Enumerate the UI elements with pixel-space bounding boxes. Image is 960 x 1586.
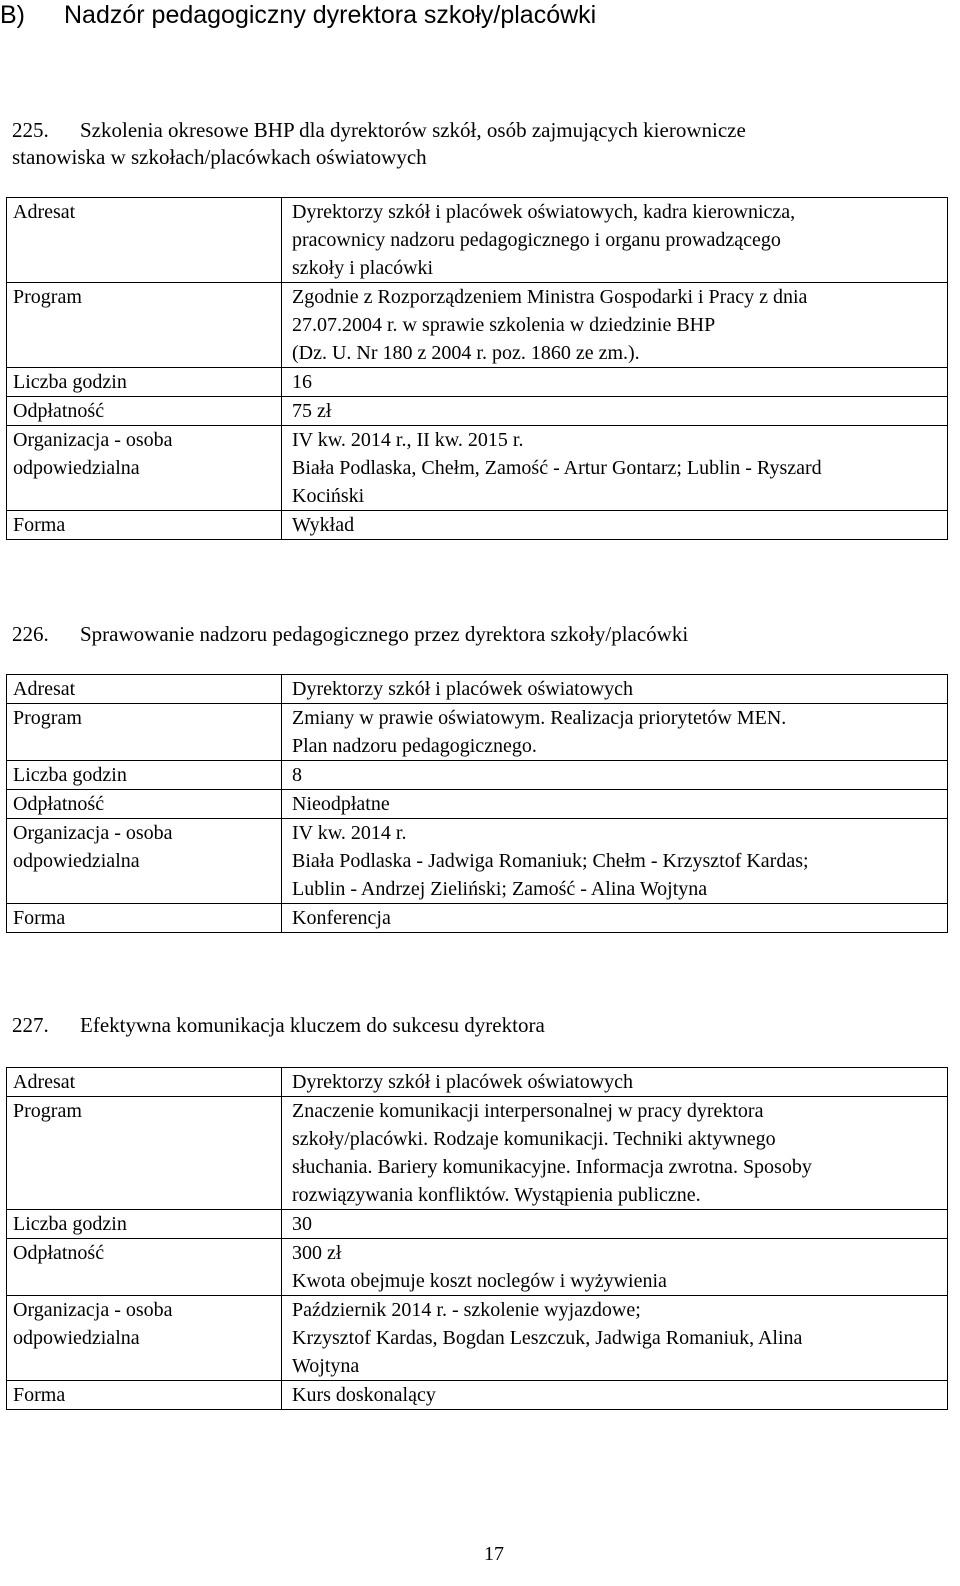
value-line: Konferencja: [292, 907, 391, 929]
row-label: [7, 283, 282, 368]
row-label: [7, 819, 282, 904]
item-number: 227.: [12, 1013, 49, 1037]
row-label: [7, 1068, 282, 1097]
row-label: [7, 198, 282, 283]
section-header: [0, 0, 596, 30]
row-label: [7, 1210, 282, 1239]
value-line: Dyrektorzy szkół i placówek oświatowych: [292, 1071, 634, 1093]
item-table-226: [6, 674, 948, 933]
row-value: [282, 675, 948, 704]
item-table-227: [6, 1067, 948, 1410]
label-line: Adresat: [13, 201, 76, 223]
label-line: odpowiedzialna: [13, 457, 140, 479]
page-number: 17: [484, 1543, 504, 1565]
row-label: [7, 511, 282, 540]
value-line: 300 zł: [292, 1242, 342, 1264]
row-label: [7, 704, 282, 761]
value-line: Zgodnie z Rozporządzeniem Ministra Gospodarki i Pracy z dnia: [292, 286, 808, 308]
item-title-line: Szkolenia okresowe BHP dla dyrektorów szkół, osób zajmujących kierownicze: [80, 118, 746, 142]
row-value: [282, 511, 948, 540]
label-line: odpowiedzialna: [13, 1327, 140, 1349]
label-line: odpowiedzialna: [13, 850, 140, 872]
row-label: [7, 426, 282, 511]
section-letter: B): [0, 1, 25, 29]
table-row-organizacja: [7, 1296, 948, 1381]
item-table-225: [6, 197, 948, 540]
row-value: [282, 283, 948, 368]
value-line: Krzysztof Kardas, Bogdan Leszczuk, Jadwiga Romaniuk, Alina: [292, 1327, 803, 1349]
section-title: Nadzór pedagogiczny dyrektora szkoły/placówki: [64, 1, 597, 29]
row-label: [7, 761, 282, 790]
value-line: Dyrektorzy szkół i placówek oświatowych: [292, 678, 634, 700]
value-line: Zmiany w prawie oświatowym. Realizacja priorytetów MEN.: [292, 707, 787, 729]
label-line: Liczba godzin: [13, 764, 127, 786]
label-line: Organizacja - osoba: [13, 822, 173, 844]
item-number: 225.: [12, 118, 49, 142]
table-row-odplatnosc: [7, 1239, 948, 1296]
label-line: Liczba godzin: [13, 371, 127, 393]
label-line: Odpłatność: [13, 793, 105, 815]
value-line: 30: [292, 1213, 312, 1235]
table-row-adresat: [7, 1068, 948, 1097]
table-row-forma: [7, 511, 948, 540]
table-row-program: [7, 283, 948, 368]
row-value: [282, 790, 948, 819]
value-line: (Dz. U. Nr 180 z 2004 r. poz. 1860 ze zm.).: [292, 342, 640, 364]
value-line: słuchania. Bariery komunikacyjne. Informacja zwrotna. Sposoby: [292, 1156, 812, 1178]
row-value: [282, 1239, 948, 1296]
label-line: Odpłatność: [13, 400, 105, 422]
table-row-odplatnosc: [7, 397, 948, 426]
value-line: Nieodpłatne: [292, 793, 390, 815]
item-title-line: stanowiska w szkołach/placówkach oświatowych: [12, 145, 427, 169]
value-line: 75 zł: [292, 400, 332, 422]
value-line: Kurs doskonalący: [292, 1384, 436, 1406]
value-line: 16: [292, 371, 312, 393]
row-value: [282, 397, 948, 426]
table-row-adresat: [7, 198, 948, 283]
row-value: [282, 198, 948, 283]
label-line: Program: [13, 707, 82, 729]
label-line: Organizacja - osoba: [13, 429, 173, 451]
value-line: Październik 2014 r. - szkolenie wyjazdowe;: [292, 1299, 641, 1321]
value-line: szkoły/placówki. Rodzaje komunikacji. Techniki aktywnego: [292, 1128, 776, 1150]
value-line: Wojtyna: [292, 1355, 360, 1377]
row-value: [282, 1296, 948, 1381]
value-line: Kociński: [292, 485, 365, 507]
table-row-liczba-godzin: [7, 1210, 948, 1239]
label-line: Forma: [13, 907, 66, 929]
row-label: [7, 675, 282, 704]
value-line: Dyrektorzy szkół i placówek oświatowych, kadra kierownicza,: [292, 201, 796, 223]
value-line: Lublin - Andrzej Zieliński; Zamość - Alina Wojtyna: [292, 878, 708, 900]
row-label: [7, 1381, 282, 1410]
value-line: IV kw. 2014 r., II kw. 2015 r.: [292, 429, 524, 451]
item-title-line: Efektywna komunikacja kluczem do sukcesu dyrektora: [80, 1013, 545, 1037]
label-line: Adresat: [13, 1071, 76, 1093]
row-value: [282, 704, 948, 761]
row-label: [7, 904, 282, 933]
item-title-226: [12, 621, 942, 648]
item-title-227: [12, 1012, 942, 1039]
item-title-line: Sprawowanie nadzoru pedagogicznego przez dyrektora szkoły/placówki: [80, 622, 689, 646]
label-line: Adresat: [13, 678, 76, 700]
label-line: Organizacja - osoba: [13, 1299, 173, 1321]
label-line: Forma: [13, 1384, 66, 1406]
value-line: 27.07.2004 r. w sprawie szkolenia w dziedzinie BHP: [292, 314, 716, 336]
value-line: Kwota obejmuje koszt noclegów i wyżywienia: [292, 1270, 667, 1292]
row-value: [282, 1381, 948, 1410]
row-value: [282, 1210, 948, 1239]
row-label: [7, 1239, 282, 1296]
row-label: [7, 790, 282, 819]
row-value: [282, 1068, 948, 1097]
value-line: Biała Podlaska, Chełm, Zamość - Artur Gontarz; Lublin - Ryszard: [292, 457, 822, 479]
value-line: 8: [292, 764, 302, 786]
label-line: Odpłatność: [13, 1242, 105, 1264]
value-line: IV kw. 2014 r.: [292, 822, 407, 844]
row-label: [7, 1097, 282, 1210]
table-row-forma: [7, 904, 948, 933]
value-line: pracownicy nadzoru pedagogicznego i organu prowadzącego: [292, 229, 781, 251]
table-row-program: [7, 704, 948, 761]
value-line: Wykład: [292, 514, 355, 536]
row-value: [282, 368, 948, 397]
table-row-adresat: [7, 675, 948, 704]
row-value: [282, 904, 948, 933]
row-value: [282, 761, 948, 790]
item-title-225: [12, 117, 942, 171]
table-row-odplatnosc: [7, 790, 948, 819]
row-label: [7, 368, 282, 397]
label-line: Program: [13, 286, 82, 308]
label-line: Liczba godzin: [13, 1213, 127, 1235]
table-row-organizacja: [7, 426, 948, 511]
label-line: Forma: [13, 514, 66, 536]
value-line: Biała Podlaska - Jadwiga Romaniuk; Chełm - Krzysztof Kardas;: [292, 850, 809, 872]
table-row-organizacja: [7, 819, 948, 904]
label-line: Program: [13, 1100, 82, 1122]
row-value: [282, 426, 948, 511]
row-value: [282, 819, 948, 904]
table-row-liczba-godzin: [7, 761, 948, 790]
value-line: rozwiązywania konfliktów. Wystąpienia publiczne.: [292, 1184, 701, 1206]
value-line: Plan nadzoru pedagogicznego.: [292, 735, 537, 757]
table-row-program: [7, 1097, 948, 1210]
table-row-liczba-godzin: [7, 368, 948, 397]
item-number: 226.: [12, 622, 49, 646]
value-line: szkoły i placówki: [292, 257, 434, 279]
table-row-forma: [7, 1381, 948, 1410]
row-value: [282, 1097, 948, 1210]
row-label: [7, 397, 282, 426]
value-line: Znaczenie komunikacji interpersonalnej w pracy dyrektora: [292, 1100, 764, 1122]
row-label: [7, 1296, 282, 1381]
